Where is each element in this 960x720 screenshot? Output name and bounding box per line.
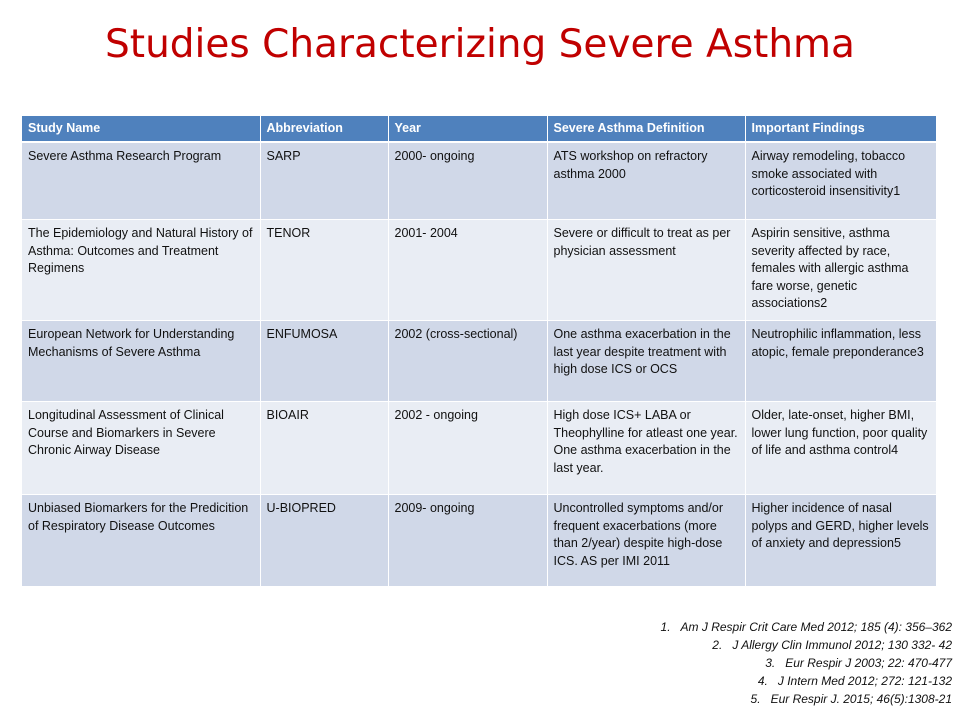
studies-table bbox=[22, 116, 936, 587]
cell-study-name: Longitudinal Assessment of Clinical Course and Biomarkers in Severe Chronic Airway Disease bbox=[22, 402, 260, 495]
header-findings: Important Findings bbox=[745, 116, 936, 142]
cell-abbreviation: TENOR bbox=[260, 220, 388, 321]
reference-number: 4. bbox=[757, 674, 768, 688]
reference-item bbox=[532, 672, 952, 690]
cell-study-name: Unbiased Biomarkers for the Predicition of Respiratory Disease Outcomes bbox=[22, 495, 260, 587]
cell-study-name: European Network for Understanding Mechanisms of Severe Asthma bbox=[22, 321, 260, 402]
header-year: Year bbox=[388, 116, 547, 142]
cell-definition: One asthma exacerbation in the last year despite treatment with high dose ICS or OCS bbox=[547, 321, 745, 402]
cell-findings: Older, late-onset, higher BMI, lower lung function, poor quality of life and asthma control4 bbox=[745, 402, 936, 495]
reference-text: J Intern Med 2012; 272: 121-132 bbox=[777, 674, 952, 688]
reference-item bbox=[532, 654, 952, 672]
cell-definition: Uncontrolled symptoms and/or frequent exacerbations (more than 2/year) despite high-dose ICS. AS per IMI 2011 bbox=[547, 495, 745, 587]
header-abbreviation: Abbreviation bbox=[260, 116, 388, 142]
references-list bbox=[532, 618, 952, 708]
reference-number: 1. bbox=[660, 620, 671, 634]
cell-study-name: The Epidemiology and Natural History of Asthma: Outcomes and Treatment Regimens bbox=[22, 220, 260, 321]
reference-number: 3. bbox=[765, 656, 776, 670]
reference-item bbox=[532, 618, 952, 636]
cell-definition: ATS workshop on refractory asthma 2000 bbox=[547, 142, 745, 220]
table-header-row bbox=[22, 116, 936, 142]
table-row bbox=[22, 402, 936, 495]
reference-number: 2. bbox=[712, 638, 723, 652]
reference-text: Eur Respir J 2003; 22: 470-477 bbox=[785, 656, 952, 670]
cell-definition: Severe or difficult to treat as per physician assessment bbox=[547, 220, 745, 321]
header-definition: Severe Asthma Definition bbox=[547, 116, 745, 142]
reference-item bbox=[532, 636, 952, 654]
cell-year: 2002 (cross-sectional) bbox=[388, 321, 547, 402]
cell-year: 2009- ongoing bbox=[388, 495, 547, 587]
table-row bbox=[22, 321, 936, 402]
cell-findings: Aspirin sensitive, asthma severity affected by race, females with allergic asthma fare worse, genetic associations2 bbox=[745, 220, 936, 321]
cell-abbreviation: BIOAIR bbox=[260, 402, 388, 495]
cell-findings: Higher incidence of nasal polyps and GERD, higher levels of anxiety and depression5 bbox=[745, 495, 936, 587]
cell-abbreviation: SARP bbox=[260, 142, 388, 220]
table-row bbox=[22, 142, 936, 220]
cell-abbreviation: U-BIOPRED bbox=[260, 495, 388, 587]
cell-definition: High dose ICS+ LABA or Theophylline for atleast one year. One asthma exacerbation in the last year. bbox=[547, 402, 745, 495]
cell-findings: Airway remodeling, tobacco smoke associated with corticosteroid insensitivity1 bbox=[745, 142, 936, 220]
table-row bbox=[22, 220, 936, 321]
cell-year: 2002 - ongoing bbox=[388, 402, 547, 495]
slide-title: Studies Characterizing Severe Asthma bbox=[105, 22, 855, 67]
reference-number: 5. bbox=[750, 692, 761, 706]
table-row bbox=[22, 495, 936, 587]
reference-text: Am J Respir Crit Care Med 2012; 185 (4): 356–362 bbox=[680, 620, 952, 634]
header-study-name: Study Name bbox=[22, 116, 260, 142]
cell-abbreviation: ENFUMOSA bbox=[260, 321, 388, 402]
cell-findings: Neutrophilic inflammation, less atopic, female preponderance3 bbox=[745, 321, 936, 402]
cell-year: 2001- 2004 bbox=[388, 220, 547, 321]
cell-study-name: Severe Asthma Research Program bbox=[22, 142, 260, 220]
reference-item bbox=[532, 690, 952, 708]
reference-text: Eur Respir J. 2015; 46(5):1308-21 bbox=[770, 692, 952, 706]
cell-year: 2000- ongoing bbox=[388, 142, 547, 220]
reference-text: J Allergy Clin Immunol 2012; 130 332- 42 bbox=[732, 638, 952, 652]
